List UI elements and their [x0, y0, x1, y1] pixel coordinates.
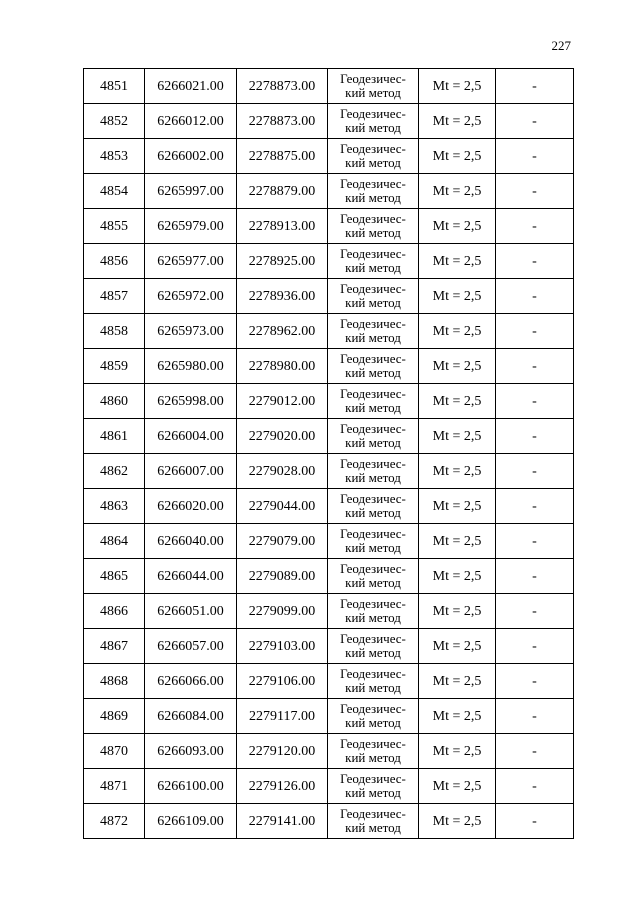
- y-coordinate-cell: 2278936.00: [237, 279, 328, 314]
- method-line-2: кий метод: [345, 120, 401, 135]
- method-line-2: кий метод: [345, 470, 401, 485]
- table-row: [84, 209, 574, 244]
- method-line-2: кий метод: [345, 225, 401, 240]
- method-line-2: кий метод: [345, 645, 401, 660]
- x-coordinate-cell: 6266004.00: [145, 419, 237, 454]
- accuracy-cell: Mt = 2,5: [419, 769, 496, 804]
- method-line-2: кий метод: [345, 85, 401, 100]
- method-cell: [328, 104, 419, 139]
- point-number-cell: 4866: [84, 594, 145, 629]
- note-cell: -: [496, 454, 574, 489]
- point-number-cell: 4859: [84, 349, 145, 384]
- method-line-1: Геодезичес-: [340, 596, 406, 611]
- method-line-2: кий метод: [345, 715, 401, 730]
- method-line-1: Геодезичес-: [340, 316, 406, 331]
- method-line-1: Геодезичес-: [340, 456, 406, 471]
- accuracy-cell: Mt = 2,5: [419, 384, 496, 419]
- method-cell: [328, 524, 419, 559]
- table-row: [84, 524, 574, 559]
- y-coordinate-cell: 2278925.00: [237, 244, 328, 279]
- x-coordinate-cell: 6266012.00: [145, 104, 237, 139]
- point-number-cell: 4867: [84, 629, 145, 664]
- y-coordinate-cell: 2279126.00: [237, 769, 328, 804]
- note-cell: -: [496, 69, 574, 104]
- x-coordinate-cell: 6266066.00: [145, 664, 237, 699]
- note-cell: -: [496, 209, 574, 244]
- method-line-1: Геодезичес-: [340, 701, 406, 716]
- table-row: [84, 594, 574, 629]
- method-line-1: Геодезичес-: [340, 526, 406, 541]
- method-line-1: Геодезичес-: [340, 281, 406, 296]
- y-coordinate-cell: 2279044.00: [237, 489, 328, 524]
- x-coordinate-cell: 6266020.00: [145, 489, 237, 524]
- table-row: [84, 279, 574, 314]
- x-coordinate-cell: 6265973.00: [145, 314, 237, 349]
- method-line-1: Геодезичес-: [340, 771, 406, 786]
- page-number: 227: [551, 38, 571, 53]
- note-cell: -: [496, 139, 574, 174]
- table-row: [84, 104, 574, 139]
- method-cell: [328, 209, 419, 244]
- accuracy-cell: Mt = 2,5: [419, 664, 496, 699]
- accuracy-cell: Mt = 2,5: [419, 489, 496, 524]
- point-number-cell: 4860: [84, 384, 145, 419]
- x-coordinate-cell: 6265972.00: [145, 279, 237, 314]
- table-row: [84, 349, 574, 384]
- y-coordinate-cell: 2279120.00: [237, 734, 328, 769]
- method-line-2: кий метод: [345, 295, 401, 310]
- y-coordinate-cell: 2279141.00: [237, 804, 328, 839]
- point-number-cell: 4870: [84, 734, 145, 769]
- method-line-1: Геодезичес-: [340, 386, 406, 401]
- y-coordinate-cell: 2279020.00: [237, 419, 328, 454]
- accuracy-cell: Mt = 2,5: [419, 139, 496, 174]
- note-cell: -: [496, 769, 574, 804]
- method-line-1: Геодезичес-: [340, 141, 406, 156]
- accuracy-cell: Mt = 2,5: [419, 349, 496, 384]
- method-line-1: Геодезичес-: [340, 246, 406, 261]
- method-cell: [328, 314, 419, 349]
- method-line-1: Геодезичес-: [340, 561, 406, 576]
- method-line-2: кий метод: [345, 400, 401, 415]
- x-coordinate-cell: 6266109.00: [145, 804, 237, 839]
- x-coordinate-cell: 6266057.00: [145, 629, 237, 664]
- accuracy-cell: Mt = 2,5: [419, 804, 496, 839]
- table-row: [84, 664, 574, 699]
- point-number-cell: 4868: [84, 664, 145, 699]
- note-cell: -: [496, 419, 574, 454]
- table-row: [84, 384, 574, 419]
- note-cell: -: [496, 699, 574, 734]
- method-cell: [328, 769, 419, 804]
- method-line-2: кий метод: [345, 190, 401, 205]
- point-number-cell: 4858: [84, 314, 145, 349]
- x-coordinate-cell: 6266040.00: [145, 524, 237, 559]
- method-cell: [328, 629, 419, 664]
- point-number-cell: 4853: [84, 139, 145, 174]
- method-line-2: кий метод: [345, 610, 401, 625]
- x-coordinate-cell: 6265979.00: [145, 209, 237, 244]
- note-cell: -: [496, 524, 574, 559]
- point-number-cell: 4861: [84, 419, 145, 454]
- table-row: [84, 69, 574, 104]
- accuracy-cell: Mt = 2,5: [419, 174, 496, 209]
- table-row: [84, 244, 574, 279]
- method-cell: [328, 174, 419, 209]
- method-cell: [328, 804, 419, 839]
- x-coordinate-cell: 6266007.00: [145, 454, 237, 489]
- table-row: [84, 489, 574, 524]
- method-line-1: Геодезичес-: [340, 631, 406, 646]
- x-coordinate-cell: 6265997.00: [145, 174, 237, 209]
- y-coordinate-cell: 2279103.00: [237, 629, 328, 664]
- y-coordinate-cell: 2279099.00: [237, 594, 328, 629]
- method-cell: [328, 349, 419, 384]
- method-line-2: кий метод: [345, 260, 401, 275]
- note-cell: -: [496, 314, 574, 349]
- method-line-2: кий метод: [345, 680, 401, 695]
- point-number-cell: 4862: [84, 454, 145, 489]
- accuracy-cell: Mt = 2,5: [419, 419, 496, 454]
- accuracy-cell: Mt = 2,5: [419, 629, 496, 664]
- note-cell: -: [496, 664, 574, 699]
- note-cell: -: [496, 279, 574, 314]
- accuracy-cell: Mt = 2,5: [419, 104, 496, 139]
- y-coordinate-cell: 2279028.00: [237, 454, 328, 489]
- method-line-1: Геодезичес-: [340, 736, 406, 751]
- x-coordinate-cell: 6265977.00: [145, 244, 237, 279]
- note-cell: -: [496, 804, 574, 839]
- method-cell: [328, 489, 419, 524]
- method-cell: [328, 594, 419, 629]
- method-cell: [328, 699, 419, 734]
- point-number-cell: 4865: [84, 559, 145, 594]
- point-number-cell: 4871: [84, 769, 145, 804]
- accuracy-cell: Mt = 2,5: [419, 454, 496, 489]
- method-line-1: Геодезичес-: [340, 211, 406, 226]
- y-coordinate-cell: 2279079.00: [237, 524, 328, 559]
- table-row: [84, 699, 574, 734]
- method-cell: [328, 664, 419, 699]
- y-coordinate-cell: 2279089.00: [237, 559, 328, 594]
- note-cell: -: [496, 349, 574, 384]
- point-number-cell: 4863: [84, 489, 145, 524]
- table-row: [84, 804, 574, 839]
- x-coordinate-cell: 6266021.00: [145, 69, 237, 104]
- table-row: [84, 559, 574, 594]
- method-line-1: Геодезичес-: [340, 806, 406, 821]
- x-coordinate-cell: 6266093.00: [145, 734, 237, 769]
- note-cell: -: [496, 384, 574, 419]
- y-coordinate-cell: 2278873.00: [237, 69, 328, 104]
- point-number-cell: 4855: [84, 209, 145, 244]
- accuracy-cell: Mt = 2,5: [419, 69, 496, 104]
- y-coordinate-cell: 2279012.00: [237, 384, 328, 419]
- x-coordinate-cell: 6266084.00: [145, 699, 237, 734]
- accuracy-cell: Mt = 2,5: [419, 244, 496, 279]
- x-coordinate-cell: 6266002.00: [145, 139, 237, 174]
- table-row: [84, 454, 574, 489]
- note-cell: -: [496, 629, 574, 664]
- method-cell: [328, 384, 419, 419]
- point-number-cell: 4869: [84, 699, 145, 734]
- y-coordinate-cell: 2278875.00: [237, 139, 328, 174]
- y-coordinate-cell: 2278913.00: [237, 209, 328, 244]
- point-number-cell: 4864: [84, 524, 145, 559]
- method-line-1: Геодезичес-: [340, 421, 406, 436]
- method-cell: [328, 244, 419, 279]
- point-number-cell: 4851: [84, 69, 145, 104]
- method-line-2: кий метод: [345, 365, 401, 380]
- note-cell: -: [496, 594, 574, 629]
- method-cell: [328, 734, 419, 769]
- table-row: [84, 769, 574, 804]
- method-line-1: Геодезичес-: [340, 106, 406, 121]
- method-line-2: кий метод: [345, 155, 401, 170]
- table-row: [84, 174, 574, 209]
- method-cell: [328, 559, 419, 594]
- method-line-2: кий метод: [345, 785, 401, 800]
- method-cell: [328, 279, 419, 314]
- table-row: [84, 139, 574, 174]
- note-cell: -: [496, 489, 574, 524]
- table-body: [84, 69, 574, 839]
- point-number-cell: 4872: [84, 804, 145, 839]
- point-number-cell: 4856: [84, 244, 145, 279]
- note-cell: -: [496, 174, 574, 209]
- accuracy-cell: Mt = 2,5: [419, 734, 496, 769]
- point-number-cell: 4857: [84, 279, 145, 314]
- y-coordinate-cell: 2279117.00: [237, 699, 328, 734]
- method-line-2: кий метод: [345, 575, 401, 590]
- note-cell: -: [496, 244, 574, 279]
- coordinates-table: [83, 68, 574, 839]
- point-number-cell: 4854: [84, 174, 145, 209]
- table-row: [84, 419, 574, 454]
- y-coordinate-cell: 2278962.00: [237, 314, 328, 349]
- method-line-1: Геодезичес-: [340, 666, 406, 681]
- accuracy-cell: Mt = 2,5: [419, 314, 496, 349]
- accuracy-cell: Mt = 2,5: [419, 594, 496, 629]
- method-cell: [328, 419, 419, 454]
- point-number-cell: 4852: [84, 104, 145, 139]
- table-row: [84, 314, 574, 349]
- table-row: [84, 734, 574, 769]
- accuracy-cell: Mt = 2,5: [419, 279, 496, 314]
- method-line-1: Геодезичес-: [340, 71, 406, 86]
- note-cell: -: [496, 734, 574, 769]
- x-coordinate-cell: 6265998.00: [145, 384, 237, 419]
- method-line-1: Геодезичес-: [340, 351, 406, 366]
- method-line-1: Геодезичес-: [340, 176, 406, 191]
- method-line-2: кий метод: [345, 505, 401, 520]
- y-coordinate-cell: 2278980.00: [237, 349, 328, 384]
- y-coordinate-cell: 2279106.00: [237, 664, 328, 699]
- accuracy-cell: Mt = 2,5: [419, 699, 496, 734]
- x-coordinate-cell: 6265980.00: [145, 349, 237, 384]
- x-coordinate-cell: 6266100.00: [145, 769, 237, 804]
- method-line-1: Геодезичес-: [340, 491, 406, 506]
- x-coordinate-cell: 6266044.00: [145, 559, 237, 594]
- method-line-2: кий метод: [345, 330, 401, 345]
- x-coordinate-cell: 6266051.00: [145, 594, 237, 629]
- accuracy-cell: Mt = 2,5: [419, 209, 496, 244]
- method-line-2: кий метод: [345, 435, 401, 450]
- method-line-2: кий метод: [345, 820, 401, 835]
- method-cell: [328, 454, 419, 489]
- y-coordinate-cell: 2278873.00: [237, 104, 328, 139]
- method-line-2: кий метод: [345, 750, 401, 765]
- accuracy-cell: Mt = 2,5: [419, 524, 496, 559]
- method-cell: [328, 139, 419, 174]
- y-coordinate-cell: 2278879.00: [237, 174, 328, 209]
- table-row: [84, 629, 574, 664]
- accuracy-cell: Mt = 2,5: [419, 559, 496, 594]
- note-cell: -: [496, 559, 574, 594]
- note-cell: -: [496, 104, 574, 139]
- method-line-2: кий метод: [345, 540, 401, 555]
- method-cell: [328, 69, 419, 104]
